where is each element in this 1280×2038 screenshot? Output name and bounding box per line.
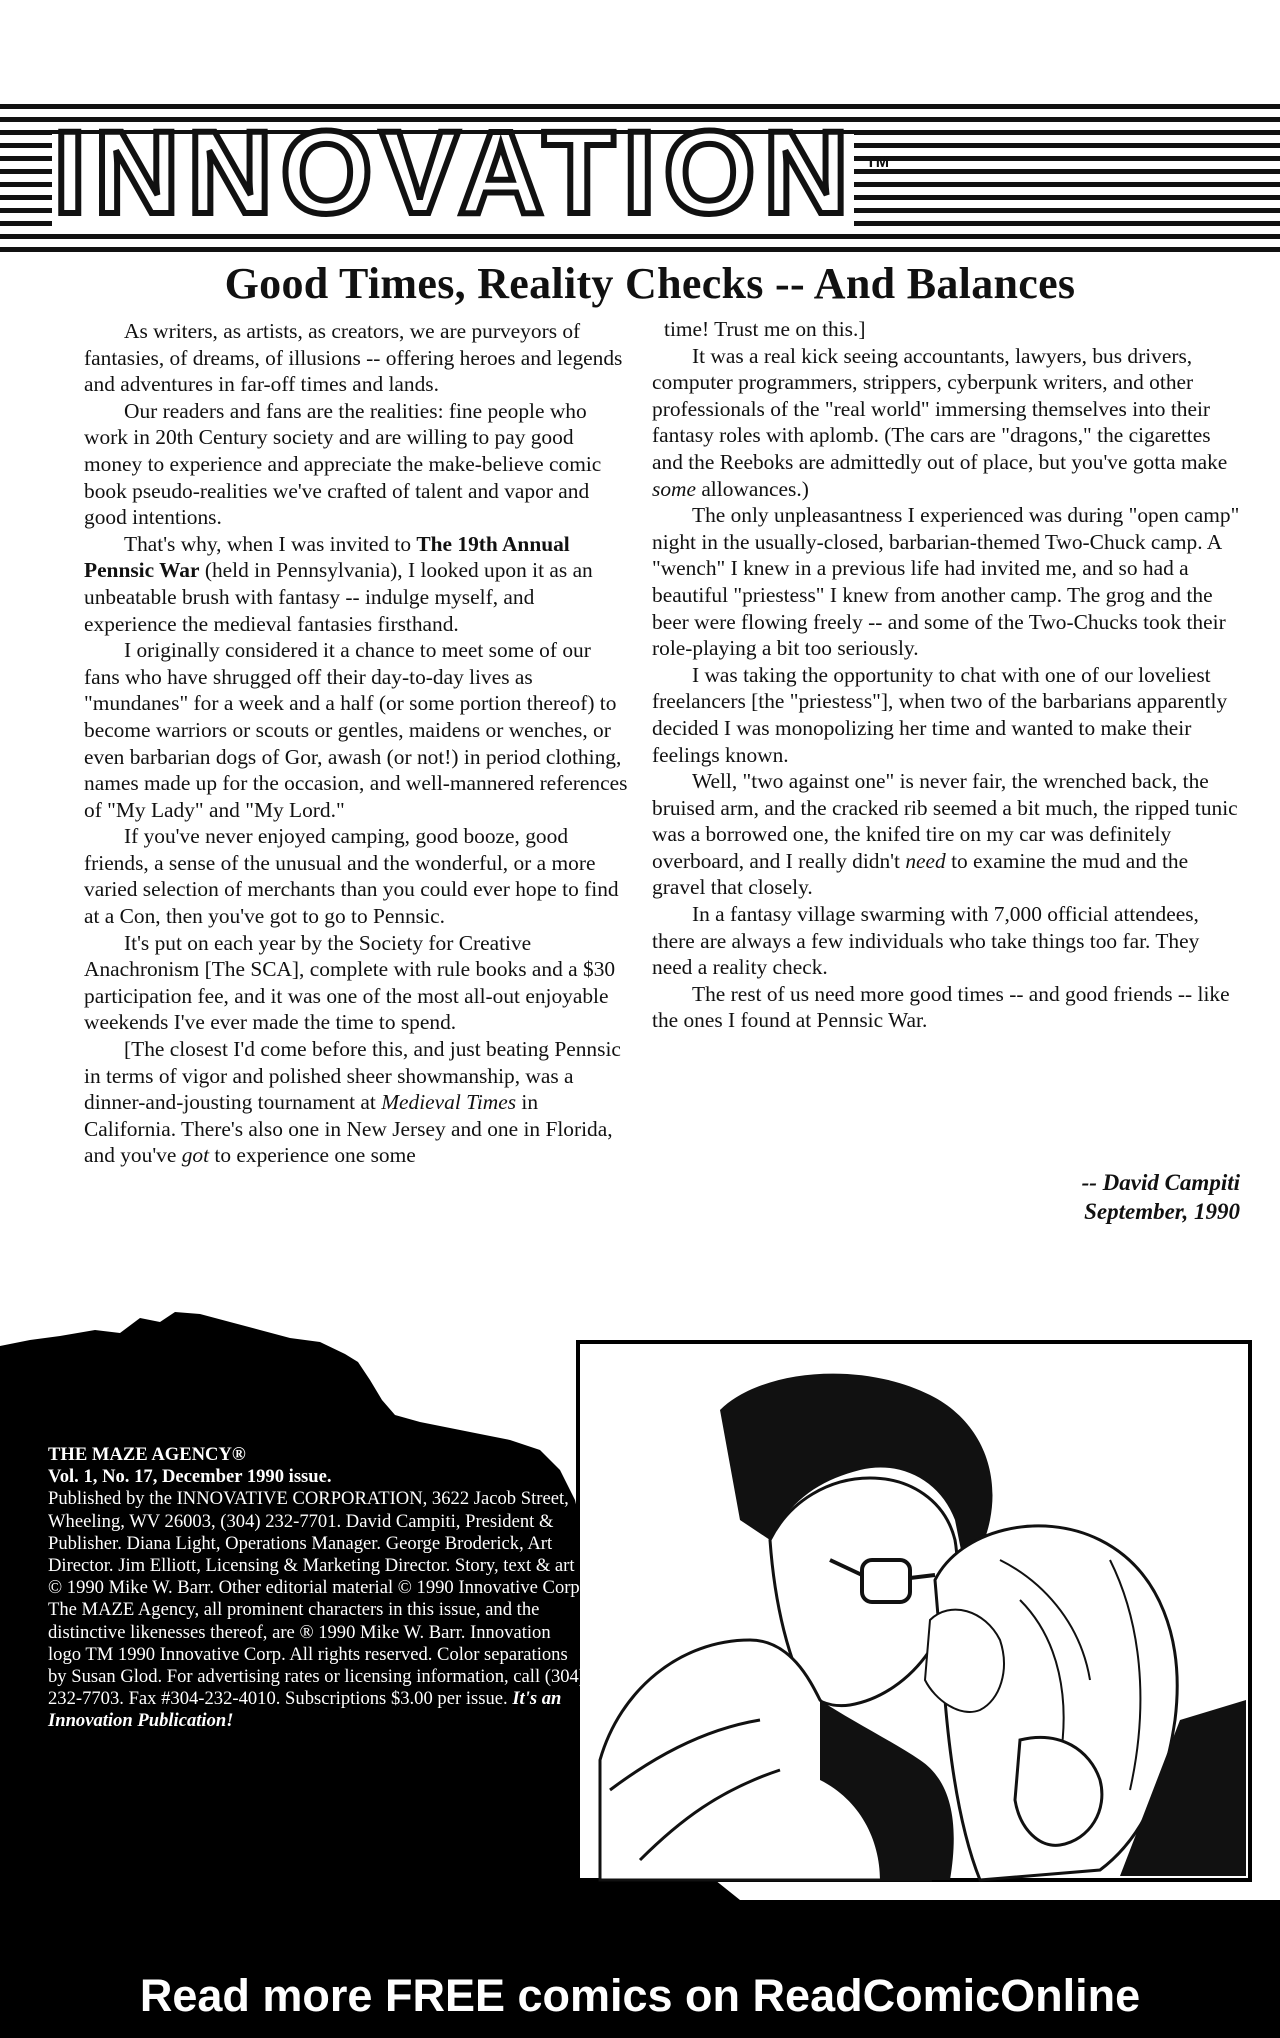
italic-text: need [905,848,946,873]
innovation-logo: INNOVATION [53,107,857,239]
text-span: Well, "two against one" is never fair, the wrenched back, the bruised arm, and the cracked rib seemed a bit much, the ripped tunic was a borrowed one, the knifed tire on my car was definitely overboard, and I really didn't [652,769,1238,873]
signature-name: -- David Campiti [1081,1170,1240,1195]
comic-panel-illustration [578,1342,1250,1880]
text-span: to examine the mud and the gravel that closely. [652,848,1189,900]
paragraph: I originally considered it a chance to meet some of our fans who have shrugged off their day-to-day lives as "mundanes" for a week and a half (or some portion thereof) to become warriors or scouts or gentles, maidens or wenches, or even barbarian dogs of Gor, awash (or not!) in period clothing, names made up for the occasion, and well-mannered references of "My Lady" and "My Lord." [84,638,628,822]
italic-text: Medieval Times [381,1090,517,1115]
text-span: [The closest I'd come before this, and just beating Pennsic in terms of vigor and polished sheer showmanship, was a dinner-and-jousting tournament at [84,1037,621,1115]
paragraph: In a fantasy village swarming with 7,000 official attendees, there are always a few individuals who take things too far. They need a reality check. [652,902,1200,980]
signature-date: September, 1990 [1084,1199,1240,1224]
italic-text: some [652,476,696,501]
text-span: to experience one some [209,1143,416,1168]
paragraph: time! Trust me on this.] [664,317,866,341]
paragraph: If you've never enjoyed camping, good booze, good friends, a sense of the unusual and the wonderful, or a more varied selection of merchants than you could ever hope to find at a Con, then you've got to go to Pennsic. [84,824,619,929]
trademark-mark: TM [866,154,890,171]
text-span: allowances.) [695,476,809,501]
issue-info: Vol. 1, No. 17, December 1990 issue. [48,1466,332,1488]
text-span: It was a real kick seeing accountants, lawyers, bus drivers, computer programmers, strippers, cyberpunk writers, and other professionals of the "real world" immersing themselves into their fantasy roles with aplomb. (The cars are "dragons," the cigarettes and the Reeboks are admittedly out of place, but you've gotta make [652,343,1228,474]
paragraph: The rest of us need more good times -- and good friends -- like the ones I found at Pennsic War. [652,981,1230,1033]
paragraph: As writers, as artists, as creators, we are purveyors of fantasies, of dreams, of illusions -- offering heroes and legends and adventures in far-off times and lands. [84,319,623,397]
footer-promo-text[interactable]: Read more FREE comics on ReadComicOnline [139,1970,1141,2021]
publication-credits [48,1444,588,1733]
paragraph: Our readers and fans are the realities: fine people who work in 20th Century society and are willing to pay good money to experience and appreciate the make-believe comic book pseudo-realities we've crafted of talent and vapor and good intentions. [84,398,602,530]
article-headline: Good Times, Reality Checks -- And Balances [224,259,1076,308]
italic-text: got [181,1143,210,1168]
text-span: That's why, when I was invited to [124,531,417,556]
paragraph: I was taking the opportunity to chat with one of our loveliest freelancers [the "priestess"], when two of the barbarians apparently decided I was monopolizing her time and wanted to make their feelings known. [652,662,1228,767]
paragraph: The only unpleasantness I experienced was during "open camp" night in the usually-closed, barbarian-themed Two-Chuck camp. A "wench" I knew in a previous life had invited me, and so had a beautiful "priestess" I knew from another camp. The grog and the beer were flowing freely -- and some of the Two-Chucks took their role-playing a bit too seriously. [652,503,1240,661]
text-span: in California. There's also one in New Jersey and one in Florida, and you've [84,1090,613,1168]
paragraph: It's put on each year by the Society for Creative Anachronism [The SCA], complete with rule books and a $30 participation fee, and it was one of the most all-out enjoyable weekends I've ever made the time to spend. [84,930,616,1035]
credits-body [48,1488,588,1732]
publication-tagline: It's an Innovation Publication! [48,1688,562,1732]
text-span: (held in Pennsylvania), I looked upon it as an unbeatable brush with fantasy -- indulge myself, and experience the medieval fantasies firsthand. [84,558,593,636]
magazine-title: THE MAZE AGENCY® [48,1444,246,1465]
event-name: The 19th Annual Pennsic War [84,531,570,583]
credits-text: Published by the INNOVATIVE CORPORATION, 3622 Jacob Street, Wheeling, WV 26003, (304) 232-7701. David Campiti, President & Publisher. Diana Light, Operations Manager. George Broderick, Art Director. Jim Elliott, Licensing & Marketing Director. Story, text & art © 1990 Mike W. Barr. Other editorial material © 1990 Innovative Corp. The MAZE Agency, all prominent characters in this issue, and the distinctive likenesses thereof, are ® 1990 Mike W. Barr. Innovation logo TM 1990 Innovative Corp. All rights reserved. Color separations by Susan Glod. For advertising rates or licensing information, call (304) 232-7703. Fax #304-232-4010. Subscriptions $3.00 per issue. [48,1488,586,1710]
